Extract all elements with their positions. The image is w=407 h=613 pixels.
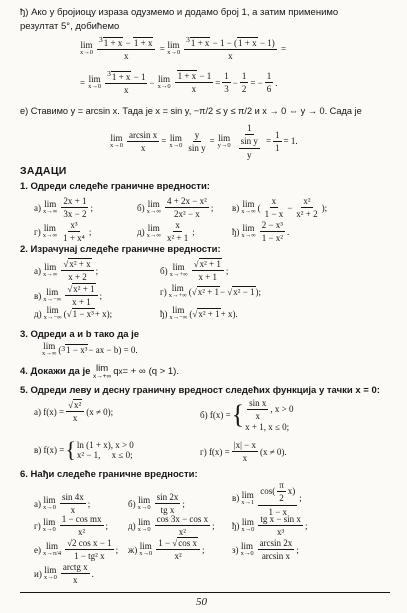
task-6g: г) lim x→0 $\frac{\text{1 − cos mx}}{\text{x²}}$ ; <box>34 514 109 538</box>
task-6z: з) lim x→0 $\frac{\arcsin 2x}{\text{arcsin x}}$ ; <box>232 538 299 562</box>
task-5g: г) f(x) = $\frac{|x| - x}{x}$ (x ≠ 0). <box>200 440 287 464</box>
intro-h-line2: резултат 5°, добићемо <box>20 21 120 32</box>
task-6e: е) lim x→π/4 $\frac{\text{√2 cos x − 1}}{\text{1 − tg² x}}$ ; <box>34 538 119 562</box>
task-3-eq: lim x→∞ ( 3 1 − x³ − ax − b) = 0. <box>42 341 138 357</box>
task-1d: д) lim x→∞ $\frac{x}{\text{x² + 1}}$ ; <box>137 220 195 244</box>
task-6i: и) lim x→0 $\frac{\text{arctg x}}{x}$ . <box>34 562 94 586</box>
task-2-title: 2. Израчунај следеће граничне вредности: <box>20 244 221 255</box>
task-5b: б) f(x) = { $\frac{\text{sin x}}{x}$ , x > 0 x + 1, x ≤ 0; <box>200 398 294 432</box>
task-5a: а) f(x) = $\frac{\text{√x²}}{x}$ (x ≠ 0); <box>34 400 114 424</box>
page-number: 50 <box>196 596 207 608</box>
task-5-title: 5. Одреди леву и десну граничну вредност следећих функција у тачки x = 0: <box>20 385 380 396</box>
equation-h-2: = lim x→0 $\frac{^31 + x - 1}{x}$ − lim x→0 $\frac{1 + x - 1}{x}$ = $\frac{1}{3}$ − $\frac{1}{2}$ = − $\frac{1}{6}$ . <box>80 69 278 96</box>
task-6zh: ж) lim x→0 $\frac{\text{1 − √cos x}}{\text{x²}}$ ; <box>128 538 205 562</box>
task-6-title: 6. Нађи следеће граничне вредности: <box>20 469 198 480</box>
intro-e-text: е) Ставимо y = arcsin x. Тада је x = sin y, −π/2 ≤ y ≤ π/2 и x → 0 ⇔ y → 0. Сада је <box>20 106 362 116</box>
task-6dj: ђ) lim x→0 $\frac{\text{tg x − sin x}}{\text{x³}}$ ; <box>232 514 308 538</box>
task-1a: а) lim x→∞ $\frac{2x + 1}{3x - 2}$ ; <box>34 196 93 220</box>
task-6c: в) lim x→1 cos( $\frac{\pi}{2}$ x) 1 − x ; <box>232 480 302 517</box>
equation-h-1: lim x→0 $\frac{^31 + x - 1 + x}{x}$ = lim x→0 $\frac{^31 + x - 1 - (1 + x - 1)}{x}$ = <box>80 35 287 62</box>
task-2d: д) lim x→−∞ (√ 1 − x³ + x); <box>34 305 113 321</box>
task-2c: в) lim x→−∞ $\frac{\text{√x² + 1}}{x + 1}$ ; <box>34 284 103 308</box>
task-2a: а) lim x→∞ $\frac{\text{√x² + x}}{x + 2}$ ; <box>34 259 99 283</box>
task-4: 4. Докажи да је lim x→+∞ q x = + ∞ (q > 1). <box>20 363 179 380</box>
task-1b: б) lim x→∞ $\frac{\text{4 + 2x − x²}}{\text{2x² − x}}$ ; <box>137 196 214 220</box>
section-heading: ЗАДАЦИ <box>20 165 67 177</box>
footer-rule <box>20 592 390 593</box>
task-2b: б) lim x→+∞ $\frac{\text{√x² + 1}}{x + 1}$ ; <box>160 259 229 283</box>
task-3-title: 3. Одреди a и b тако да је <box>20 329 140 340</box>
task-6d: д) lim x→0 $\frac{\text{cos 3x − cos x}}{\text{x²}}$ ; <box>128 514 215 538</box>
task-1-title: 1. Одреди следеће граничне вредности: <box>20 181 210 192</box>
task-6b: б) lim x→0 $\frac{\sin 2x}{\text{tg x}}$ ; <box>128 492 185 516</box>
task-5c: в) f(x) = { ln (1 + x), x > 0 x² − 1, x ≤ 0; <box>34 437 134 463</box>
task-2g: г) lim x→+∞ (√ x² + 1 − √ x² − 1 ); <box>160 283 262 299</box>
task-1c: в) lim x→∞ ( $\frac{x}{1 - x}$ − $\frac{\text{x²}}{\text{x² + 2}}$ ); <box>232 196 328 220</box>
task-6a: а) lim x→0 $\frac{\sin 4x}{x}$ ; <box>34 492 91 516</box>
intro-h-line1: ђ) Ако у бројиоцу израза одузмемо и додамо број 1, а затим применимо <box>20 7 339 18</box>
task-1dj: ђ) lim x→∞ $\frac{\text{2 − x³}}{\text{1 − x²}}$ . <box>232 220 290 244</box>
task-2dj: ђ) lim x→−∞ (√ x² + 1 + x). <box>160 305 238 321</box>
equation-e: lim x→0 $\frac{\text{arcsin x}}{x}$ = lim x→0 $\frac{y}{\text{sin y}}$ = lim y→0 $\frac{1}{\frac{\text{sin y}}{y}}$ = $\frac{1}{1}$ = 1. <box>110 123 298 160</box>
task-1g: г) lim x→∞ $\frac{\text{x³}}{\text{1 + x⁴}}$ ; <box>34 220 92 244</box>
